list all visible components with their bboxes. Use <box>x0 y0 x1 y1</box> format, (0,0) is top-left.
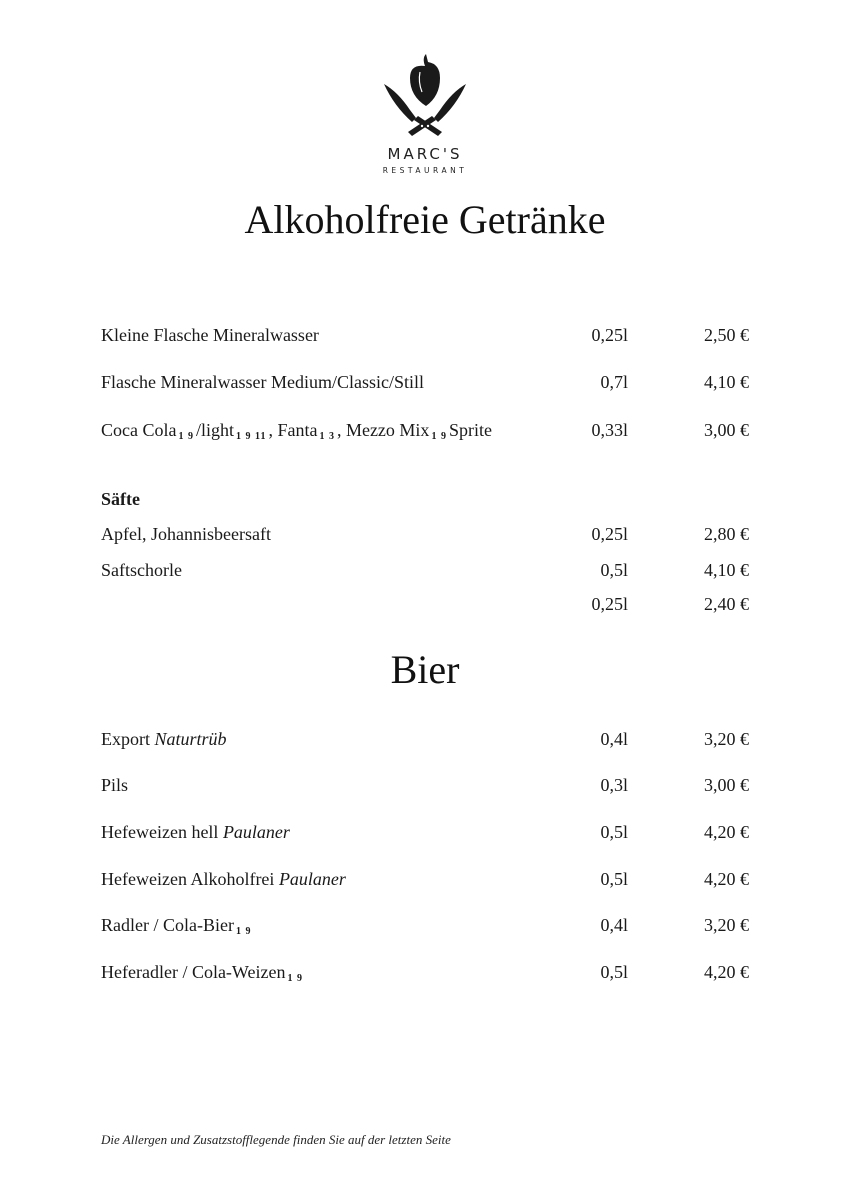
pepper-crossed-knives-logo <box>380 52 470 138</box>
name-part: , Fanta <box>268 420 318 440</box>
item-price: 4,20 € <box>704 962 749 982</box>
allergen-codes: 1 9 <box>235 926 252 937</box>
allergen-footnote: Die Allergen und Zusatzstofflegende finden Sie auf der letzten Seite <box>101 1132 451 1147</box>
item-name <box>101 962 305 984</box>
brand-subtitle: RESTAURANT <box>382 166 468 175</box>
menu-item-row <box>0 524 850 548</box>
menu-item-row <box>0 420 850 444</box>
item-volume: 0,7l <box>600 372 628 392</box>
item-name <box>101 822 290 843</box>
name-part: /light <box>195 420 234 440</box>
item-price: 4,10 € <box>704 372 749 392</box>
item-volume: 0,4l <box>600 729 628 749</box>
item-volume: 0,33l <box>591 420 628 440</box>
item-name: Apfel, Johannisbeersaft <box>101 524 271 544</box>
brand-name: MARC'S <box>387 145 463 163</box>
allergen-codes: 1 9 11 <box>236 431 267 442</box>
item-name <box>101 869 346 890</box>
item-price: 3,20 € <box>704 915 749 935</box>
item-volume: 0,5l <box>600 962 628 982</box>
item-price: 4,20 € <box>704 822 749 842</box>
menu-item-row <box>0 372 850 396</box>
item-name <box>101 420 492 442</box>
name-part: Export <box>101 729 150 749</box>
subsection-title-saefte: Säfte <box>101 489 140 509</box>
item-name: Saftschorle <box>101 560 182 580</box>
item-volume: 0,5l <box>600 869 628 889</box>
item-price: 3,00 € <box>704 775 749 795</box>
menu-item-row <box>0 822 850 846</box>
brand-italic: Naturtrüb <box>154 729 227 749</box>
name-part: , Mezzo Mix <box>336 420 430 440</box>
allergen-codes: 1 3 <box>319 431 335 442</box>
name-part: Radler / Cola-Bier <box>101 915 234 935</box>
menu-item-row <box>0 775 850 799</box>
item-price: 2,80 € <box>704 524 749 544</box>
menu-item-row <box>0 962 850 986</box>
item-name: Kleine Flasche Mineralwasser <box>101 325 319 345</box>
item-name: Pils <box>101 775 129 795</box>
menu-item-row <box>0 869 850 893</box>
item-name: Flasche Mineralwasser Medium/Classic/Still <box>101 372 424 392</box>
menu-item-row <box>0 325 850 349</box>
section-title-alkoholfrei: Alkoholfreie Getränke <box>244 197 606 242</box>
item-price: 2,40 € <box>704 594 749 614</box>
item-volume: 0,5l <box>600 560 628 580</box>
menu-item-row <box>0 560 850 584</box>
item-price: 3,00 € <box>704 420 749 440</box>
item-name <box>101 729 227 750</box>
item-volume: 0,4l <box>600 915 628 935</box>
item-volume: 0,3l <box>600 775 628 795</box>
name-part: Heferadler / Cola-Weizen <box>101 962 286 982</box>
name-part: Sprite <box>448 420 492 440</box>
brand-italic: Paulaner <box>222 822 290 842</box>
item-price: 3,20 € <box>704 729 749 749</box>
name-part: Coca Cola <box>101 420 177 440</box>
brand-italic: Paulaner <box>278 869 346 889</box>
item-volume: 0,25l <box>591 594 628 614</box>
item-price: 2,50 € <box>704 325 749 345</box>
allergen-codes: 1 9 <box>178 431 194 442</box>
allergen-codes: 1 9 <box>431 431 447 442</box>
item-volume: 0,5l <box>600 822 628 842</box>
allergen-codes: 1 9 <box>287 973 303 984</box>
menu-item-row <box>0 729 850 753</box>
name-part: Hefeweizen hell <box>101 822 219 842</box>
item-volume: 0,25l <box>591 325 628 345</box>
name-part: Hefeweizen Alkoholfrei <box>101 869 275 889</box>
item-name <box>101 915 253 937</box>
menu-item-row <box>0 594 850 618</box>
menu-item-row <box>0 915 850 939</box>
item-price: 4,20 € <box>704 869 749 889</box>
item-price: 4,10 € <box>704 560 749 580</box>
section-title-bier: Bier <box>390 647 460 692</box>
item-volume: 0,25l <box>591 524 628 544</box>
